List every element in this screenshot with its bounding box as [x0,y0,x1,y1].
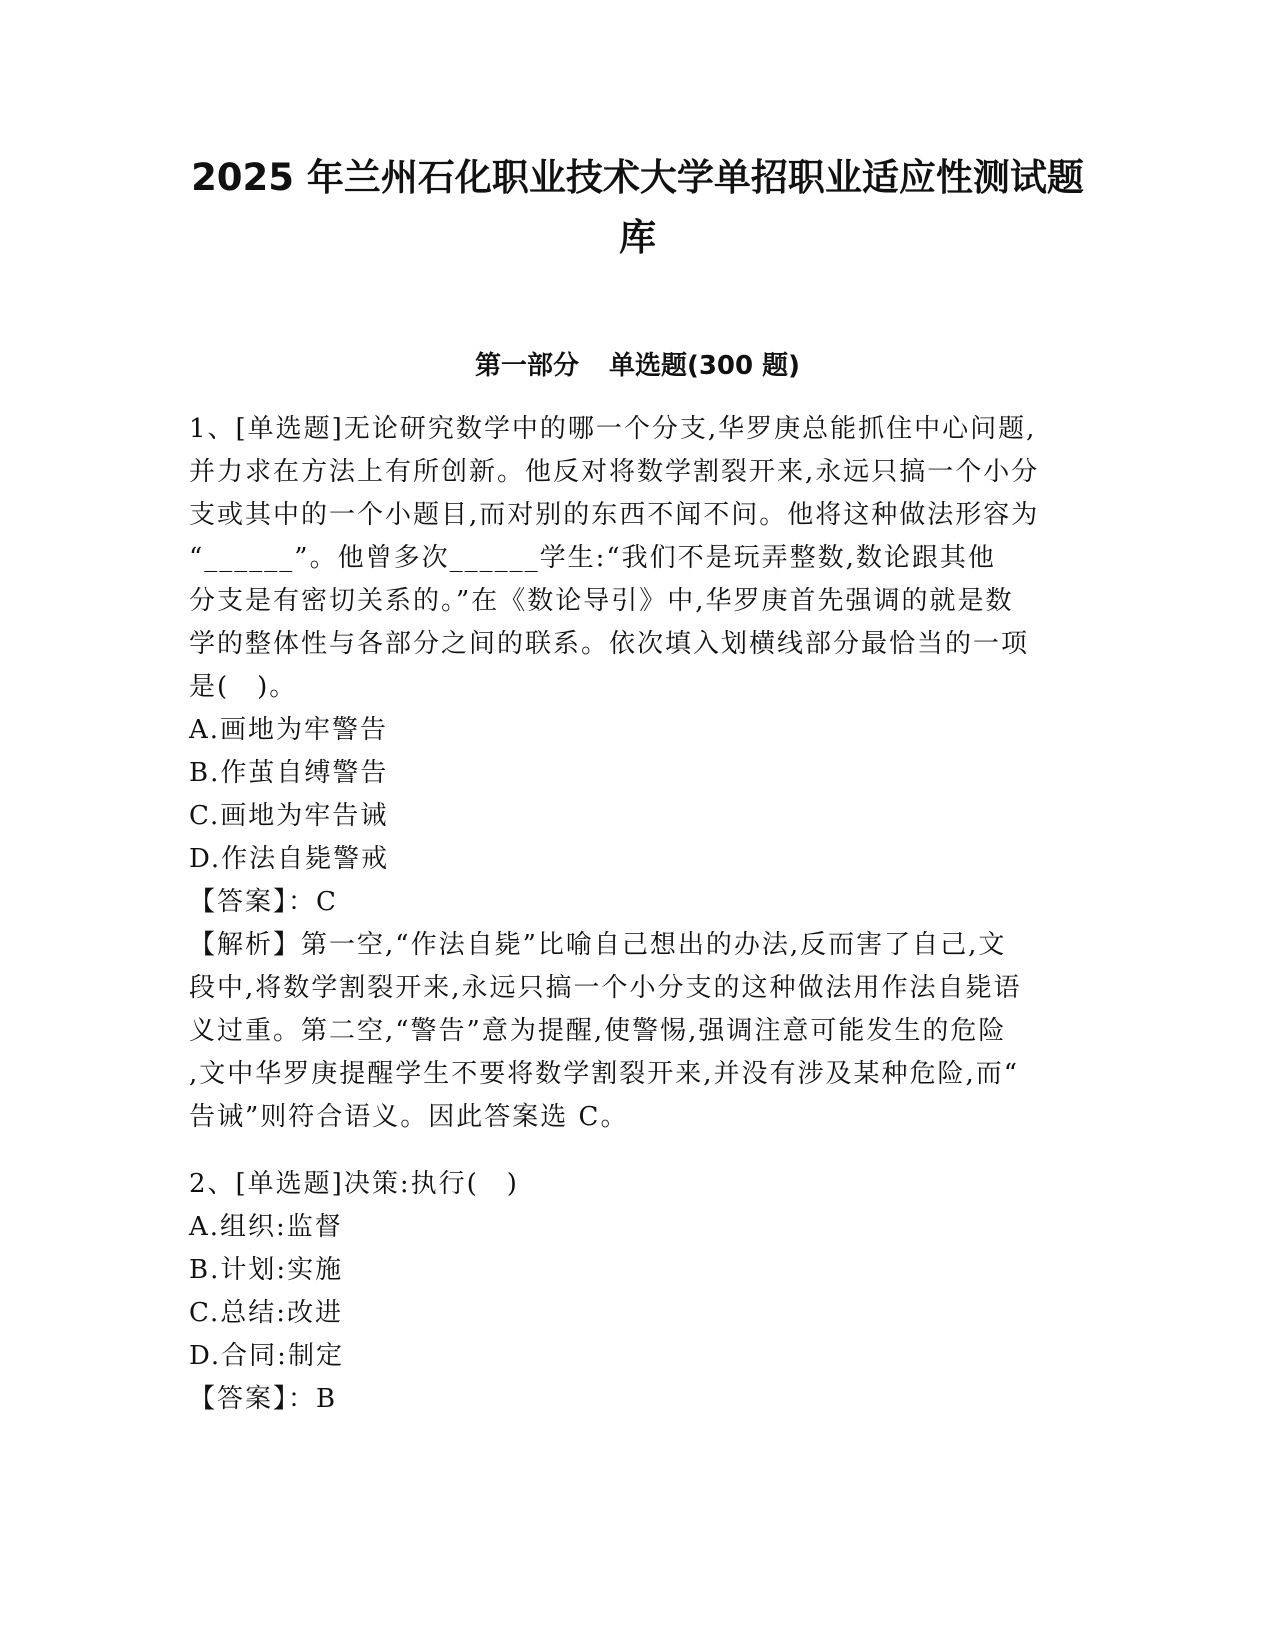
option-b: B.计划:实施 [189,1255,344,1285]
option-b: B.作茧自缚警告 [189,758,389,788]
option-c: C.画地为牢告诫 [189,801,389,831]
answer-label: 【答案】： [189,1384,317,1414]
question-stem-line: 是( )。 [189,672,298,702]
question-stem-line: 1、[单选题]无论研究数学中的哪一个分支,华罗庚总能抓住中心问题, [189,414,1037,444]
answer-label: 【答案】： [189,887,317,917]
answer-value: B [316,1384,338,1414]
question-stem-line: “______”。他曾多次______学生:“我们不是玩弄整数,数论跟其他 [189,543,996,573]
question-stem-line: 学的整体性与各部分之间的联系。依次填入划横线部分最恰当的一项 [189,629,1030,659]
explanation-line: 义过重。第二空,“警告”意为提醒,使警惕,强调注意可能发生的危险 [189,1016,1007,1046]
explanation-line: ,文中华罗庚提醒学生不要将数学割裂开来,并没有涉及某种危险,而“ [189,1059,1020,1089]
question-2-options [189,1206,1079,1378]
question-stem-line: 支或其中的一个小题目,而对别的东西不闻不问。他将这种做法形容为 [189,500,1040,530]
explanation-line: 段中,将数学割裂开来,永远只搞一个小分支的这种做法用作法自毙语 [189,973,1022,1003]
question-1-answer [189,881,1079,924]
question-1 [189,408,1079,1139]
question-1-stem [189,408,1079,709]
option-a: A.画地为牢警告 [189,715,389,745]
document-title-full [0,0,1,1]
explanation-label: 【解析】 [189,930,302,960]
document-title-line-2: 库 [619,216,656,259]
question-2 [189,1163,1079,1421]
question-2-stem [189,1163,1079,1206]
document-title-line-1: 2025 年兰州石化职业技术大学单招职业适应性测试题 [191,156,1084,199]
section-heading [160,348,1115,384]
answer-value: C [316,887,338,917]
question-stem-line: 分支是有密切关系的。”在《数论导引》中,华罗庚首先强调的就是数 [189,586,1014,616]
question-stem-line: 2、[单选题]决策:执行( ) [189,1169,519,1199]
document-title [160,148,1115,268]
option-a: A.组织:监督 [189,1212,343,1242]
section-label: 第一部分 [474,351,579,381]
option-d: D.作法自毙警戒 [189,844,390,874]
option-c: C.总结:改进 [189,1298,343,1328]
question-1-options [189,709,1079,881]
explanation-line: 告诫”则符合语义。因此答案选 C。 [189,1102,629,1132]
explanation-line: 【解析】第一空,“作法自毙”比喻自己想出的办法,反而害了自己,文 [189,930,1007,960]
question-2-answer [189,1378,1079,1421]
option-d: D.合同:制定 [189,1341,344,1371]
section-name: 单选题(300 题) [608,351,801,381]
question-1-explanation [189,924,1079,1139]
question-stem-line: 并力求在方法上有所创新。他反对将数学割裂开来,永远只搞一个小分 [189,457,1040,487]
